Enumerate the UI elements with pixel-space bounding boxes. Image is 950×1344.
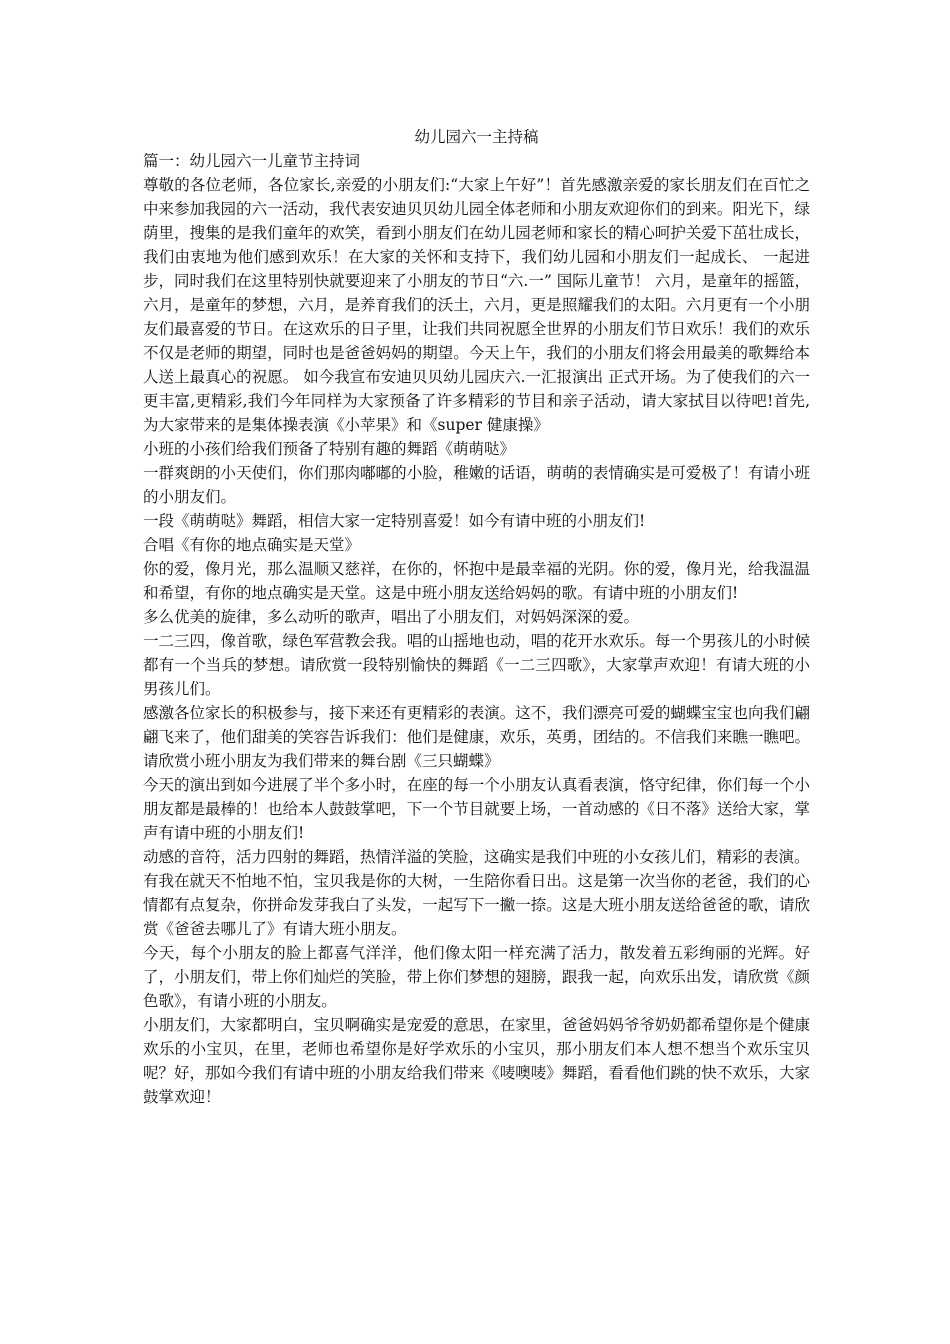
paragraph: 一二三四，像首歌，绿色军营教会我。唱的山摇地也动，唱的花开水欢乐。每一个男孩儿的小时候都有一个当兵的梦想。请欣赏一段特别愉快的舞蹈《一二三四歌》，大家掌声欢迎！有请大班的小男孩儿们。 — [143, 632, 810, 698]
document-body — [143, 149, 810, 1109]
paragraph: 你的爱，像月光，那么温顺又慈祥，在你的，怀抱中是最幸福的光阴。你的爱，像月光，给我温温和希望，有你的地点确实是天堂。这是中班小朋友送给妈妈的歌。有请中班的小朋友们! — [143, 560, 810, 602]
paragraph: 一群爽朗的小天使们，你们那肉嘟嘟的小脸，稚嫩的话语，萌萌的表情确实是可爱极了！有请小班的小朋友们。 — [143, 464, 810, 506]
paragraph: 动感的音符，活力四射的舞蹈，热情洋溢的笑脸，这确实是我们中班的小女孩儿们，精彩的表演。 — [143, 848, 810, 866]
paragraph: 一段《萌萌哒》舞蹈，相信大家一定特别喜爱！如今有请中班的小朋友们! — [143, 512, 646, 530]
paragraph: 感激各位家长的积极参与，接下来还有更精彩的表演。这不，我们漂亮可爱的蝴蝶宝宝也向我们翩翩飞来了，他们甜美的笑容告诉我们：他们是健康，欢乐，英勇，团结的。不信我们来瞧一瞧吧。请欣赏小班小朋友为我们带来的舞台剧《三只蝴蝶》 — [143, 704, 810, 770]
paragraph: 尊敬的各位老师，各位家长,亲爱的小朋友们:“大家上午好”！首先感激亲爱的家长朋友们在百忙之中来参加我园的六一活动，我代表安迪贝贝幼儿园全体老师和小朋友欢迎你们的到来。阳光下，绿荫里，搜集的是我们童年的欢笑，看到小朋友们在幼儿园老师和家长的精心呵护关爱下茁壮成长，我们由衷地为他们感到欢乐！在大家的关怀和支持下，我们幼儿园和小朋友们一起成长、 一起进步，同时我们在这里特别快就要迎来了小朋友的节日“六.一” 国际儿童节！ 六月，是童年的摇篮，六月，是童年的梦想，六月，是养育我们的沃土，六月，更是照耀我们的太阳。六月更有一个小朋友们最喜爱的节日。在这欢乐的日子里，让我们共同祝愿全世界的小朋友们节日欢乐！我们的欢乐不仅是老师的期望，同时也是爸爸妈妈的期望。今天上午，我们的小朋友们将会用最美的歌舞给本人送上最真心的祝愿。 如今我宣布安迪贝贝幼儿园庆六.一汇报演出 正式开场。为了使我们的六一更丰富,更精彩,我们今年同样为大家预备了许多精彩的节目和亲子活动，请大家拭目以待吧!首先,为大家带来的是集体操表演《小苹果》和《super 健康操》 — [143, 176, 810, 434]
paragraph: 小朋友们，大家都明白，宝贝啊确实是宠爱的意思，在家里，爸爸妈妈爷爷奶奶都希望你是个健康欢乐的小宝贝，在里，老师也希望你是好学欢乐的小宝贝，那小朋友们本人想不想当个欢乐宝贝呢？好，那如今我们有请中班的小朋友给我们带来《唛噢唛》舞蹈，看看他们跳的快不欢乐，大家鼓掌欢迎！ — [143, 1016, 810, 1106]
paragraph: 小班的小孩们给我们预备了特别有趣的舞蹈《萌萌哒》 — [143, 440, 516, 458]
paragraph: 合唱《有你的地点确实是天堂》 — [143, 536, 361, 554]
paragraph: 今天的演出到如今进展了半个多小时，在座的每一个小朋友认真看表演，恪守纪律，你们每一个小朋友都是最棒的！也给本人鼓鼓掌吧，下一个节目就要上场，一首动感的《日不落》送给大家，掌声有请中班的小朋友们! — [143, 776, 810, 842]
paragraph: 篇一：幼儿园六一儿童节主持词 — [143, 152, 361, 170]
paragraph: 多么优美的旋律，多么动听的歌声，唱出了小朋友们，对妈妈深深的爱。 — [143, 608, 640, 626]
document-title: 幼儿园六一主持稿 — [414, 128, 539, 146]
paragraph: 有我在就天不怕地不怕，宝贝我是你的大树，一生陪你看日出。这是第一次当你的老爸，我们的心情都有点复杂，你拼命发芽我白了头发，一起写下一撇一捺。这是大班小朋友送给爸爸的歌，请欣赏《爸爸去哪儿了》有请大班小朋友。 — [143, 872, 810, 938]
paragraph: 今天，每个小朋友的脸上都喜气洋洋，他们像太阳一样充满了活力，散发着五彩绚丽的光辉。好了，小朋友们，带上你们灿烂的笑脸，带上你们梦想的翅膀，跟我一起，向欢乐出发，请欣赏《颜色歌》，有请小班的小朋友。 — [143, 944, 810, 1010]
